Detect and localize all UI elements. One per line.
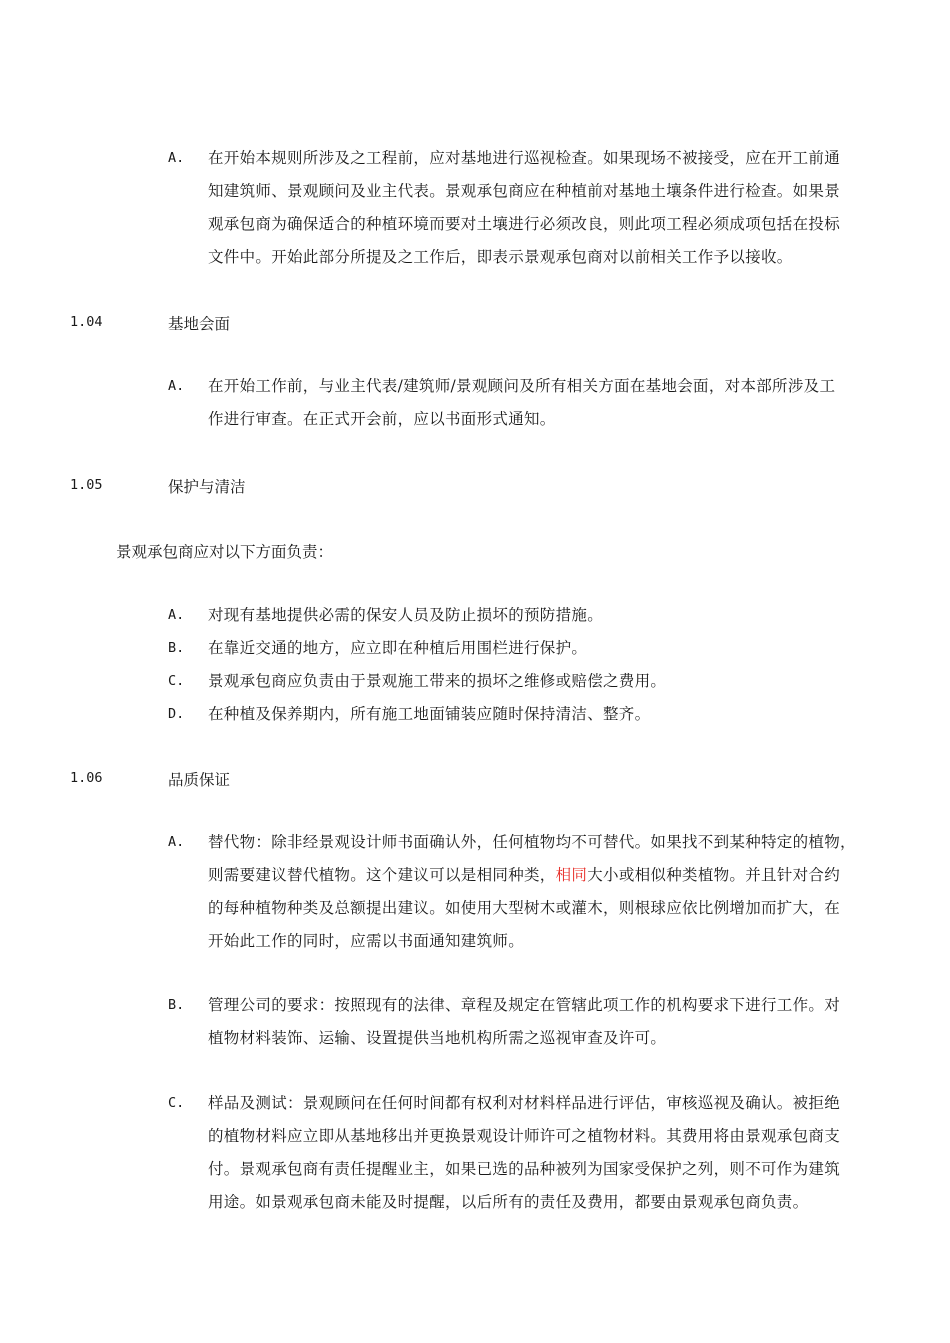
item-site-meeting [168,370,883,436]
text-line: 植物材料装饰、运输、设置提供当地机构所需之巡视审查及许可。 [208,1029,667,1047]
item-text [208,989,883,1055]
item-agency-requirements [168,989,883,1055]
text-line: 样品及测试：景观顾问在任何时间都有权利对材料样品进行评估，审核巡视及确认。被拒绝 [208,1094,841,1112]
text-line: 管理公司的要求：按照现有的法律、章程及规定在管辖此项工作的机构要求下进行工作。对 [208,996,841,1014]
item-label: C. [168,1095,185,1111]
text-segment: 大小或相似种类植物。并且针对合约 [587,866,841,884]
item-label: A. [168,378,185,394]
text-line: 的每种植物种类及总额提出建议。如使用大型树木或灌木，则根球应依比例增加而扩大，在 [208,899,841,917]
item-text: 在靠近交通的地方，应立即在种植后用围栏进行保护。 [208,639,588,657]
item-label: A. [168,607,185,623]
item-text: 景观承包商应负责由于景观施工带来的损坏之维修或赔偿之费用。 [208,672,667,690]
text-line: 在开始本规则所涉及之工程前，应对基地进行巡视检查。如果现场不被接受，应在开工前通 [208,149,841,167]
item-label: B. [168,640,185,656]
item-substitutions [168,826,883,958]
text-line: 在开始工作前，与业主代表/建筑师/景观顾问及所有相关方面在基地会面，对本部所涉及工 [208,377,836,395]
text-line: 文件中。开始此部分所提及之工作后，即表示景观承包商对以前相关工作予以接收。 [208,248,793,266]
section-title: 基地会面 [168,315,231,333]
text-segment: 则需要建议替代植物。这个建议可以是相同种类， [208,866,556,884]
section-title: 品质保证 [168,771,231,789]
list-item [168,599,883,632]
item-text: 在种植及保养期内，所有施工地面铺装应随时保持清洁、整齐。 [208,705,651,723]
section-intro: 景观承包商应对以下方面负责： [116,543,334,561]
text-line: 开始此工作的同时，应需以书面通知建筑师。 [208,932,525,950]
item-label: D. [168,706,185,722]
item-text [208,826,883,958]
item-text: 对现有基地提供必需的保安人员及防止损坏的预防措施。 [208,606,604,624]
list-item [168,632,883,665]
section-number: 1.04 [70,314,103,330]
text-line: 观承包商为确保适合的种植环境而要对土壤进行必须改良，则此项工程必须成项包括在投标 [208,215,841,233]
section-number: 1.06 [70,770,103,786]
section-number: 1.05 [70,477,103,493]
highlighted-text: 相同 [555,866,588,884]
item-text [208,142,883,274]
section-title: 保护与清洁 [168,478,246,496]
list-item [168,698,883,731]
text-line: 的植物材料应立即从基地移出并更换景观设计师许可之植物材料。其费用将由景观承包商支 [208,1127,841,1145]
item-samples-testing [168,1087,883,1219]
text-line: 替代物：除非经景观设计师书面确认外，任何植物均不可替代。如果找不到某种特定的植物， [208,833,856,851]
item-label: C. [168,673,185,689]
item-label: B. [168,997,185,1013]
list-item [168,665,883,698]
item-text [208,1087,883,1219]
item-label: A. [168,150,185,166]
item-text [208,370,883,436]
text-line: 付。景观承包商有责任提醒业主，如果已选的品种被列为国家受保护之列，则不可作为建筑 [208,1160,841,1178]
text-line: 用途。如景观承包商未能及时提醒，以后所有的责任及费用，都要由景观承包商负责。 [208,1193,809,1211]
item-label: A. [168,834,185,850]
text-line: 知建筑师、景观顾问及业主代表。景观承包商应在种植前对基地土壤条件进行检查。如果景 [208,182,841,200]
item-site-inspection [168,142,883,274]
text-line [208,859,883,892]
text-line: 作进行审查。在正式开会前，应以书面形式通知。 [208,410,556,428]
